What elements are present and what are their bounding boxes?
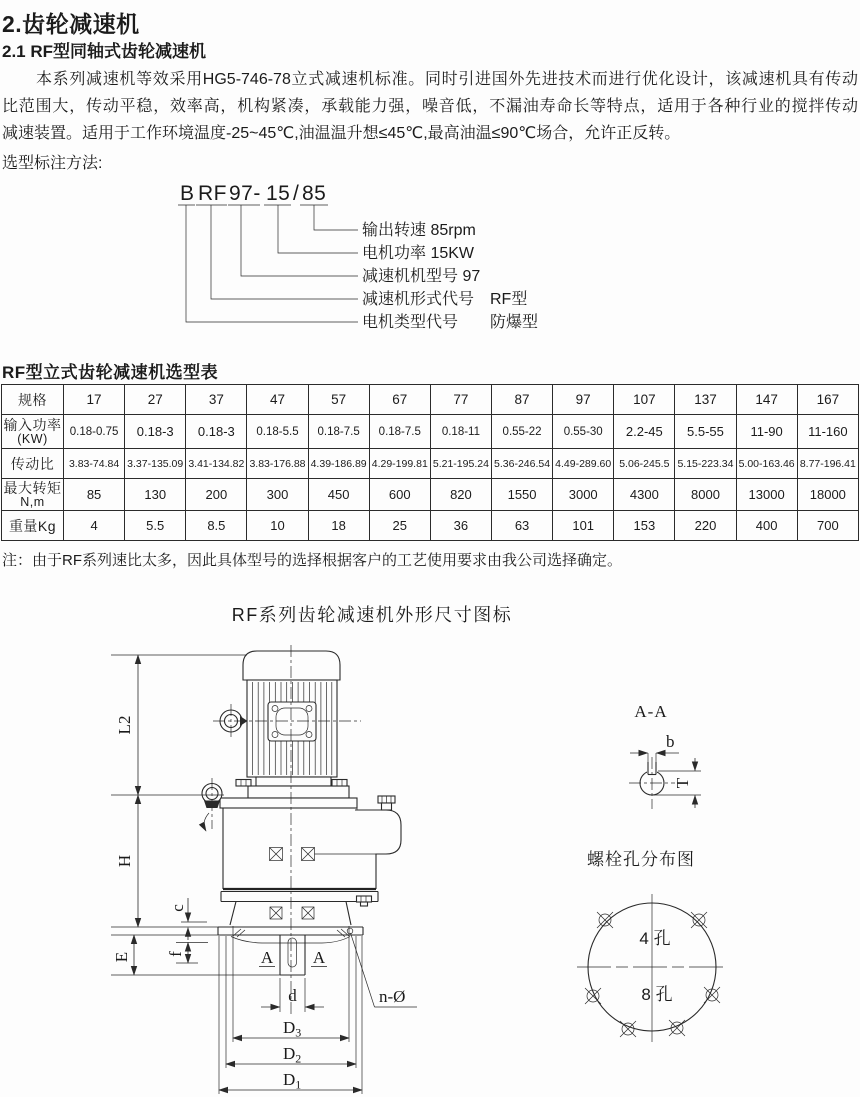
table-row	[2, 415, 859, 449]
table-size-header: 77	[430, 385, 491, 415]
dim-label-L2: L2	[115, 715, 134, 735]
designation-label: 输出转速 85rpm	[362, 222, 476, 239]
dim-label-D1: $D_1$	[283, 1070, 302, 1092]
table-cell: 3.41-134.82	[186, 449, 247, 479]
dim-label-D3: $D_3$	[283, 1018, 302, 1040]
dim-label-d: d	[288, 986, 297, 1005]
code-part: RF	[198, 182, 227, 205]
terminal-box	[268, 702, 316, 741]
bearing-symbols	[270, 848, 377, 920]
table-cell: 10	[247, 511, 308, 541]
vent-plug	[378, 796, 395, 810]
intro-line: 本系列减速机等效采用HG5-746-78立式减速机标准。同时引进国外先进技术而进行优化设计，该减速机具有传动	[36, 71, 858, 88]
table-cell: 3.37-135.09	[125, 449, 186, 479]
table-cell: 5.5-55	[675, 415, 736, 449]
table-size-header: 147	[736, 385, 797, 415]
table-cell: 63	[491, 511, 552, 541]
table-cell: 0.55-30	[553, 415, 614, 449]
designation-label: 减速机形式代号 RF型	[362, 291, 528, 308]
table-cell: 11-90	[736, 415, 797, 449]
table-cell: 0.18-3	[186, 415, 247, 449]
table-cell: 4300	[614, 479, 675, 511]
table-size-header: 87	[491, 385, 552, 415]
table-cell: 4	[64, 511, 125, 541]
dim-label-b: b	[666, 732, 675, 751]
table-cell: 0.18-0.75	[64, 415, 125, 449]
shaft-section-aa	[629, 702, 701, 809]
dim-label-E: E	[112, 951, 131, 963]
code-part: B	[180, 182, 195, 205]
table-row	[2, 479, 859, 511]
table-cell: 5.15-223.34	[675, 449, 736, 479]
table-cell: 0.18-11	[430, 415, 491, 449]
table-cell: 4.29-199.81	[369, 449, 430, 479]
spec-table	[1, 384, 859, 541]
designation-labels	[362, 221, 538, 331]
table-cell: 600	[369, 479, 430, 511]
table-cell: 5.21-195.24	[430, 449, 491, 479]
table-cell: 4.49-289.60	[553, 449, 614, 479]
intro-line: 减速装置。适用于工作环境温度-25~45℃,油温温升想≤45℃,最高油温≤90℃场合，允许正反转。	[2, 125, 681, 142]
table-cell: 300	[247, 479, 308, 511]
drain-bolt	[357, 896, 372, 906]
designation-label: 电机类型代号 防爆型	[362, 314, 539, 331]
holes-4-label: 4 孔	[639, 929, 671, 948]
table-cell: 5.36-246.54	[491, 449, 552, 479]
table-cell: 5.5	[125, 511, 186, 541]
page-title: 2.齿轮减速机	[2, 11, 140, 37]
table-size-header: 97	[553, 385, 614, 415]
dim-label-f: f	[166, 951, 185, 957]
table-cell: 3.83-176.88	[247, 449, 308, 479]
dimension-drawing	[0, 595, 860, 1097]
table-cell: 0.18-7.5	[369, 415, 430, 449]
table-cell: 130	[125, 479, 186, 511]
table-cell: 18	[308, 511, 369, 541]
table-title: RF型立式齿轮减速机选型表	[2, 363, 219, 382]
table-row	[2, 385, 859, 415]
table-cell: 153	[614, 511, 675, 541]
section-title-aa: A-A	[634, 702, 668, 721]
table-cell: 0.18-7.5	[308, 415, 369, 449]
table-cell: 0.18-5.5	[247, 415, 308, 449]
designation-leader-lines	[178, 205, 358, 322]
bolt-diagram-title: 螺栓孔分布图	[587, 850, 695, 869]
table-row-label: 重量Kg	[2, 511, 64, 541]
intro-paragraph	[2, 66, 858, 147]
table-cell: 0.18-3	[125, 415, 186, 449]
table-size-header: 167	[797, 385, 858, 415]
table-row-label: 最大转矩 N,m	[3, 479, 62, 509]
section-label-left: A	[260, 948, 274, 967]
designation-diagram	[130, 175, 650, 340]
table-size-header: 17	[64, 385, 125, 415]
designation-label: 电机功率 15KW	[362, 245, 475, 262]
table-cell: 0.55-22	[491, 415, 552, 449]
table-size-header: 27	[125, 385, 186, 415]
code-part: /	[293, 182, 300, 205]
table-size-header: 47	[247, 385, 308, 415]
holes-8-label: 8 孔	[641, 985, 673, 1004]
table-cell: 8.77-196.41	[797, 449, 858, 479]
table-row-label: 传动比	[2, 449, 64, 479]
code-part: 15	[266, 182, 291, 205]
table-cell: 25	[369, 511, 430, 541]
table-note: 注：由于RF系列速比太多，因此具体型号的选择根据客户的工艺使用要求由我公司选择确定。	[2, 552, 622, 569]
bolt-hole-diagram	[577, 850, 727, 1042]
designation-code	[180, 182, 326, 205]
table-cell: 4.39-186.89	[308, 449, 369, 479]
table-size-header: 107	[614, 385, 675, 415]
table-size-header: 67	[369, 385, 430, 415]
table-size-header: 57	[308, 385, 369, 415]
code-part: 97-	[229, 182, 261, 205]
table-corner-label: 规格	[2, 385, 64, 415]
table-cell: 2.2-45	[614, 415, 675, 449]
code-part: 85	[302, 182, 327, 205]
table-row-label: 输入功率 (KW)	[2, 415, 64, 449]
table-cell: 220	[675, 511, 736, 541]
output-flange	[218, 927, 363, 943]
table-cell: 5.00-163.46	[736, 449, 797, 479]
table-cell: 1550	[491, 479, 552, 511]
section-cut-labels	[259, 948, 327, 967]
table-cell: 700	[797, 511, 858, 541]
dim-label-T: T	[673, 777, 692, 789]
designation-label: 减速机机型号 97	[362, 268, 481, 285]
table-cell: 13000	[736, 479, 797, 511]
table-cell: 36	[430, 511, 491, 541]
intro-line: 比范围大，传动平稳，效率高，机构紧凑，承载能力强，噪音低，不漏油寿命长等特点，适用于各种行业的搅拌传动	[2, 98, 858, 115]
dim-label-n-phi: n-Ø	[379, 987, 406, 1006]
table-cell: 200	[186, 479, 247, 511]
output-shaft	[280, 935, 305, 975]
drawing-title: RF系列齿轮减速机外形尺寸图标	[231, 605, 513, 625]
table-cell: 3000	[553, 479, 614, 511]
table-cell: 400	[736, 511, 797, 541]
dim-label-c: c	[168, 904, 187, 912]
reducer-housing	[220, 798, 401, 925]
selection-method-label: 选型标注方法:	[2, 155, 103, 172]
table-cell: 85	[64, 479, 125, 511]
table-cell: 8.5	[186, 511, 247, 541]
table-cell: 820	[430, 479, 491, 511]
table-cell: 5.06-245.5	[614, 449, 675, 479]
dim-label-D2: $D_2$	[283, 1044, 302, 1066]
section-label-right: A	[312, 948, 326, 967]
table-cell: 8000	[675, 479, 736, 511]
table-cell: 11-160	[797, 415, 858, 449]
table-cell: 450	[308, 479, 369, 511]
table-cell: 101	[553, 511, 614, 541]
table-size-header: 37	[186, 385, 247, 415]
table-cell: 18000	[797, 479, 858, 511]
dim-label-H: H	[115, 854, 134, 868]
table-cell: 3.83-74.84	[64, 449, 125, 479]
section-title: 2.1 RF型同轴式齿轮减速机	[2, 42, 207, 61]
table-row	[2, 449, 859, 479]
spec-table-body	[2, 385, 859, 541]
table-size-header: 137	[675, 385, 736, 415]
table-row	[2, 511, 859, 541]
